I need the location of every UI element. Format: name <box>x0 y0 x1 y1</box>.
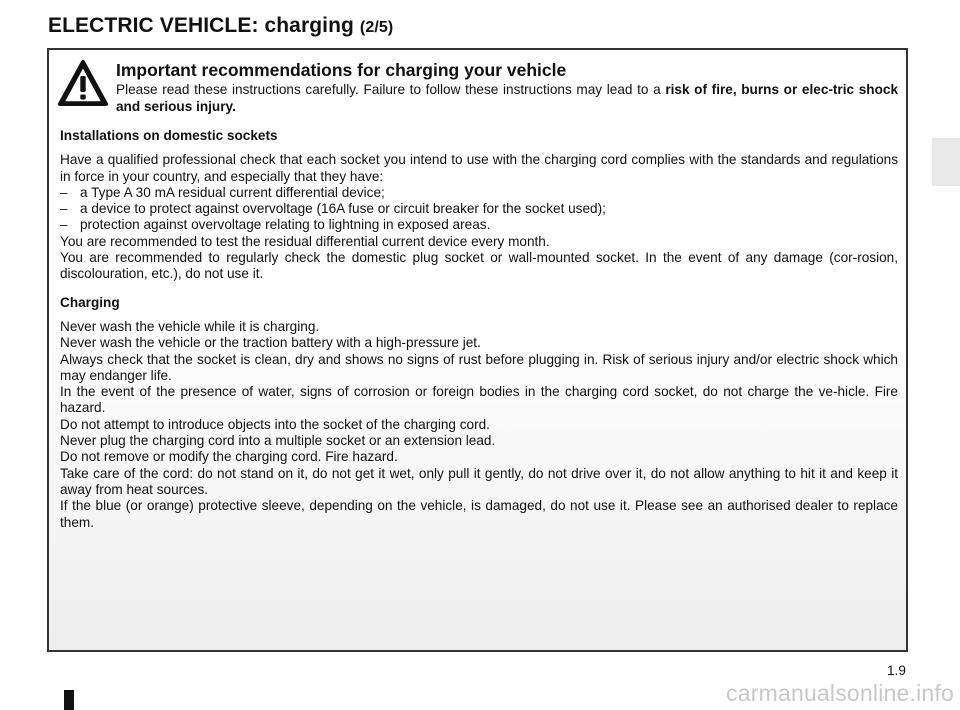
section-title-domestic-sockets: Installations on domestic sockets <box>60 128 278 143</box>
dash-bullet: – <box>60 201 68 217</box>
paragraph: Take care of the cord: do not stand on it, do not get it wet, only pull it gently, do not drive over it, do not allow anything to hit it and keep it away from heat sources. <box>60 465 898 497</box>
page-title-suffix: (2/5) <box>359 19 394 36</box>
page-title-text: ELECTRIC VEHICLE: charging <box>48 14 354 37</box>
paragraph: Do not remove or modify the charging cord. Fire hazard. <box>60 449 398 465</box>
dash-bullet: – <box>60 217 68 233</box>
watermark: carmanualsonline.info <box>726 680 954 706</box>
warning-content <box>60 128 898 531</box>
section-domestic-sockets <box>60 152 898 282</box>
section-title-charging: Charging <box>60 294 120 310</box>
paragraph: In the event of the presence of water, signs of corrosion or foreign bodies in the charging cord socket, do not charge the ve-hicle. Fire hazard. <box>60 384 898 416</box>
section-tab <box>932 138 960 186</box>
paragraph: Have a qualified professional check that each socket you intend to use with the charging cord complies with the standards and regulations in force in your country, and especially that they have: <box>60 152 898 184</box>
page-number: 1.9 <box>887 663 906 678</box>
list-item <box>60 185 898 201</box>
list-item <box>60 217 898 233</box>
paragraph: Never plug the charging cord into a multiple socket or an extension lead. <box>60 433 496 449</box>
page-title <box>48 14 393 38</box>
warning-header <box>116 61 898 115</box>
warning-intro-text: Please read these instructions carefully. Failure to follow these instructions may lead to a <box>116 82 666 97</box>
paragraph: Do not attempt to introduce objects into the socket of the charging cord. <box>60 416 490 432</box>
corner-mark <box>64 690 74 710</box>
list-item-text: a Type A 30 mA residual current differential device; <box>80 184 385 200</box>
paragraph: You are recommended to regularly check the domestic plug socket or wall-mounted socket. In the event of any damage (cor-rosion, discolouration, etc.), do not use it. <box>60 250 898 282</box>
section-charging <box>60 319 898 531</box>
list-item <box>60 201 898 217</box>
warning-heading: Important recommendations for charging your vehicle <box>116 60 567 80</box>
warning-box <box>47 48 908 652</box>
dash-bullet: – <box>60 184 68 200</box>
warning-intro-bold: risk of fire, burns or elec-tric shock and serious injury. <box>116 82 899 114</box>
paragraph: If the blue (or orange) protective sleeve, depending on the vehicle, is damaged, do not use it. Please see an authorised dealer to replace them. <box>60 498 898 530</box>
paragraph: Never wash the vehicle while it is charging. <box>60 318 320 334</box>
list-item-text: a device to protect against overvoltage (16A fuse or circuit breaker for the socket used); <box>80 201 606 217</box>
warning-intro <box>116 81 898 115</box>
list-item-text: protection against overvoltage relating to lightning in exposed areas. <box>80 217 491 233</box>
warning-triangle-icon <box>57 59 109 107</box>
paragraph: You are recommended to test the residual differential current device every month. <box>60 233 550 249</box>
paragraph: Never wash the vehicle or the traction battery with a high-pressure jet. <box>60 335 481 351</box>
paragraph: Always check that the socket is clean, dry and shows no signs of rust before plugging in. Risk of serious injury and/or electric shock which may endanger life. <box>60 351 898 383</box>
